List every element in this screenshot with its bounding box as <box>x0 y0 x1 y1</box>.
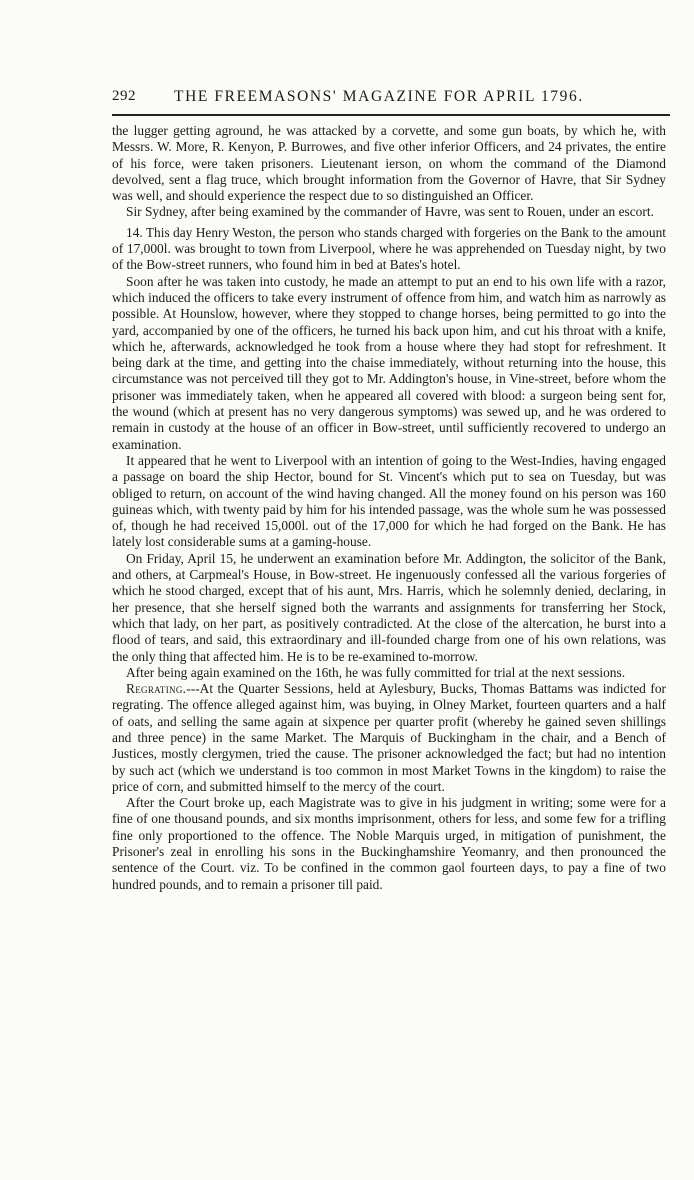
regrating-text: ---At the Quarter Sessions, held at Aylesbury, Bucks, Thomas Battams was indicted for regrating. The offence alleged against him, was buying, in Olney Market, fourteen quarters and a half of oats, and selling the same again at sixpence per quarter profit (whereby he gained seven shillings and three pence) in the same Market. The Marquis of Buckingham in the chair, and a Bench of Justices, mostly clergymen, tried the cause. The prisoner acknowledged the fact; but had no intention by such act (which we understand is too common in most Market Towns in the kingdom) to raise the price of corn, and submitted himself to the mercy of the court. <box>112 681 666 794</box>
paragraph-regrating <box>112 681 666 795</box>
paragraph-sentence: After the Court broke up, each Magistrate was to give in his judgment in writing; some were for a fine of one thousand pounds, and six months imprisonment, others for less, and some few for a trifling fine only proportioned to the offence. The Noble Marquis urged, in mitigation of punishment, the Prisoner's zeal in enrolling his sons in the Buckinghamshire Yeomanry, and then pronounced the sentence of the Court. viz. To be confined in the common gaol fourteen days, to pay a fine of two hundred pounds, and to remain a prisoner till paid. <box>112 795 666 892</box>
page-number: 292 <box>112 88 136 104</box>
paragraph-committed: After being again examined on the 16th, he was fully committed for trial at the next sessions. <box>126 664 626 680</box>
running-title: THE FREEMASONS' MAGAZINE FOR APRIL 1796. <box>174 88 584 105</box>
paragraph-custody: Soon after he was taken into custody, he made an attempt to put an end to his own life with a razor, which induced the officers to take every instrument of offence from him, and watch him as narrowly as possible. At Hounslow, however, where they stopped to change horses, being permitted to go into the yard, accompanied by one of the officers, he turned his back upon him, and cut his throat with a knife, which he, afterwards, acknowledged he took from a house where they had stopt for refreshment. It being dark at the time, and getting into the chaise immediately, without returning into the house, this circumstance was not perceived till they got to Mr. Addington's house, in Vine-street, before whom the prisoner was immediately taken, when he appeared all covered with blood: a surgeon being sent for, the wound (which at present has no very dangerous symptoms) was sewed up, and he was ordered to remain in custody at the house of an officer in Bow-street, until sufficiently recovered to undergo an examination. <box>112 273 666 452</box>
paragraph-sir-sydney: Sir Sydney, after being examined by the commander of Havre, was sent to Rouen, under an escort. <box>126 204 654 220</box>
header-rule <box>112 114 670 116</box>
regrating-lead: Regrating. <box>126 681 187 697</box>
paragraph-examination: On Friday, April 15, he underwent an examination before Mr. Addington, the solicitor of the Bank, and others, at Carpmeal's House, in Bow-street. He ingenuously confessed all the various forgeries of which he stood charged, except that of his aunt, Mrs. Harris, which he solemnly denied, declaring, in her presence, that she herself signed both the warrants and assignments for transferring her Stock, which that lady, on her part, as positively contradicted. At the close of the altercation, he burst into a flood of tears, and said, this extraordinary and ill-founded charge from one of his own relations, was the only thing that affected him. He is to be re-examined to-morrow. <box>112 550 666 664</box>
paragraph-henry-weston: 14. This day Henry Weston, the person who stands charged with forgeries on the Bank to the amount of 17,000l. was brought to town from Liverpool, where he was apprehended on Tuesday night, by two of the Bow-street runners, who found him in bed at Bates's hotel. <box>112 224 666 273</box>
page-header <box>112 88 672 112</box>
paragraph-liverpool: It appeared that he went to Liverpool with an intention of going to the West-Indies, having engaged a passage on board the ship Hector, bound for St. Vincent's which put to sea on Tuesday, but was obliged to return, on account of the wind having changed. All the money found on his person was 160 guineas which, with twenty paid by him for his intended passage, was the whole sum he was possessed of, though he had received 15,000l. out of the 17,000 for which he had forged on the Bank. He has lately lost considerable sums at a gaming-house. <box>112 452 666 550</box>
paragraph-lugger: the lugger getting aground, he was attacked by a corvette, and some gun boats, by which he, with Messrs. W. More, R. Kenyon, P. Burrowes, and five other inferior Officers, and 24 privates, the entire of his force, were taken prisoners. Lieutenant ierson, on whom the command of the Diamond devolved, sent a flag truce, which brought information from the Governor of Havre, that Sir Sydney was well, and should experience the respect due to so distinguished an Officer. <box>112 123 666 204</box>
article-body <box>112 123 666 893</box>
